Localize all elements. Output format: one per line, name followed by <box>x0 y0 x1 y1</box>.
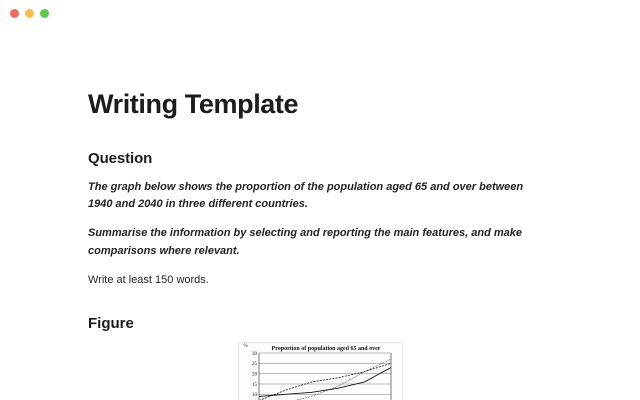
chart-title: Proportion of population aged 65 and over <box>271 345 381 352</box>
figure-container <box>88 342 552 400</box>
figure-heading: Figure <box>88 314 134 332</box>
svg-text:25: 25 <box>251 361 257 367</box>
svg-text:30: 30 <box>251 351 257 357</box>
traffic-light-controls <box>10 9 49 18</box>
close-window-icon[interactable] <box>10 9 19 18</box>
document-content <box>0 88 640 400</box>
maximize-window-icon[interactable] <box>40 9 49 18</box>
chart-plot-area <box>239 351 403 400</box>
question-heading: Question <box>88 150 153 168</box>
question-prompt-line-1: The graph below shows the proportion of the population aged 65 and over between 1940 and 2040 in three different countries. <box>88 181 524 211</box>
svg-text:10: 10 <box>251 392 257 398</box>
population-chart <box>238 342 403 400</box>
question-word-count-note: Write at least 150 words. <box>88 273 209 286</box>
window-titlebar <box>0 0 640 26</box>
svg-text:20: 20 <box>251 372 257 378</box>
svg-text:15: 15 <box>251 382 257 388</box>
minimize-window-icon[interactable] <box>25 9 34 18</box>
question-prompt-line-2: Summarise the information by selecting and reporting the main features, and make comparisons where relevant. <box>88 227 522 257</box>
page-title: Writing Template <box>88 89 299 119</box>
chart-y-axis-label: % <box>243 343 248 349</box>
